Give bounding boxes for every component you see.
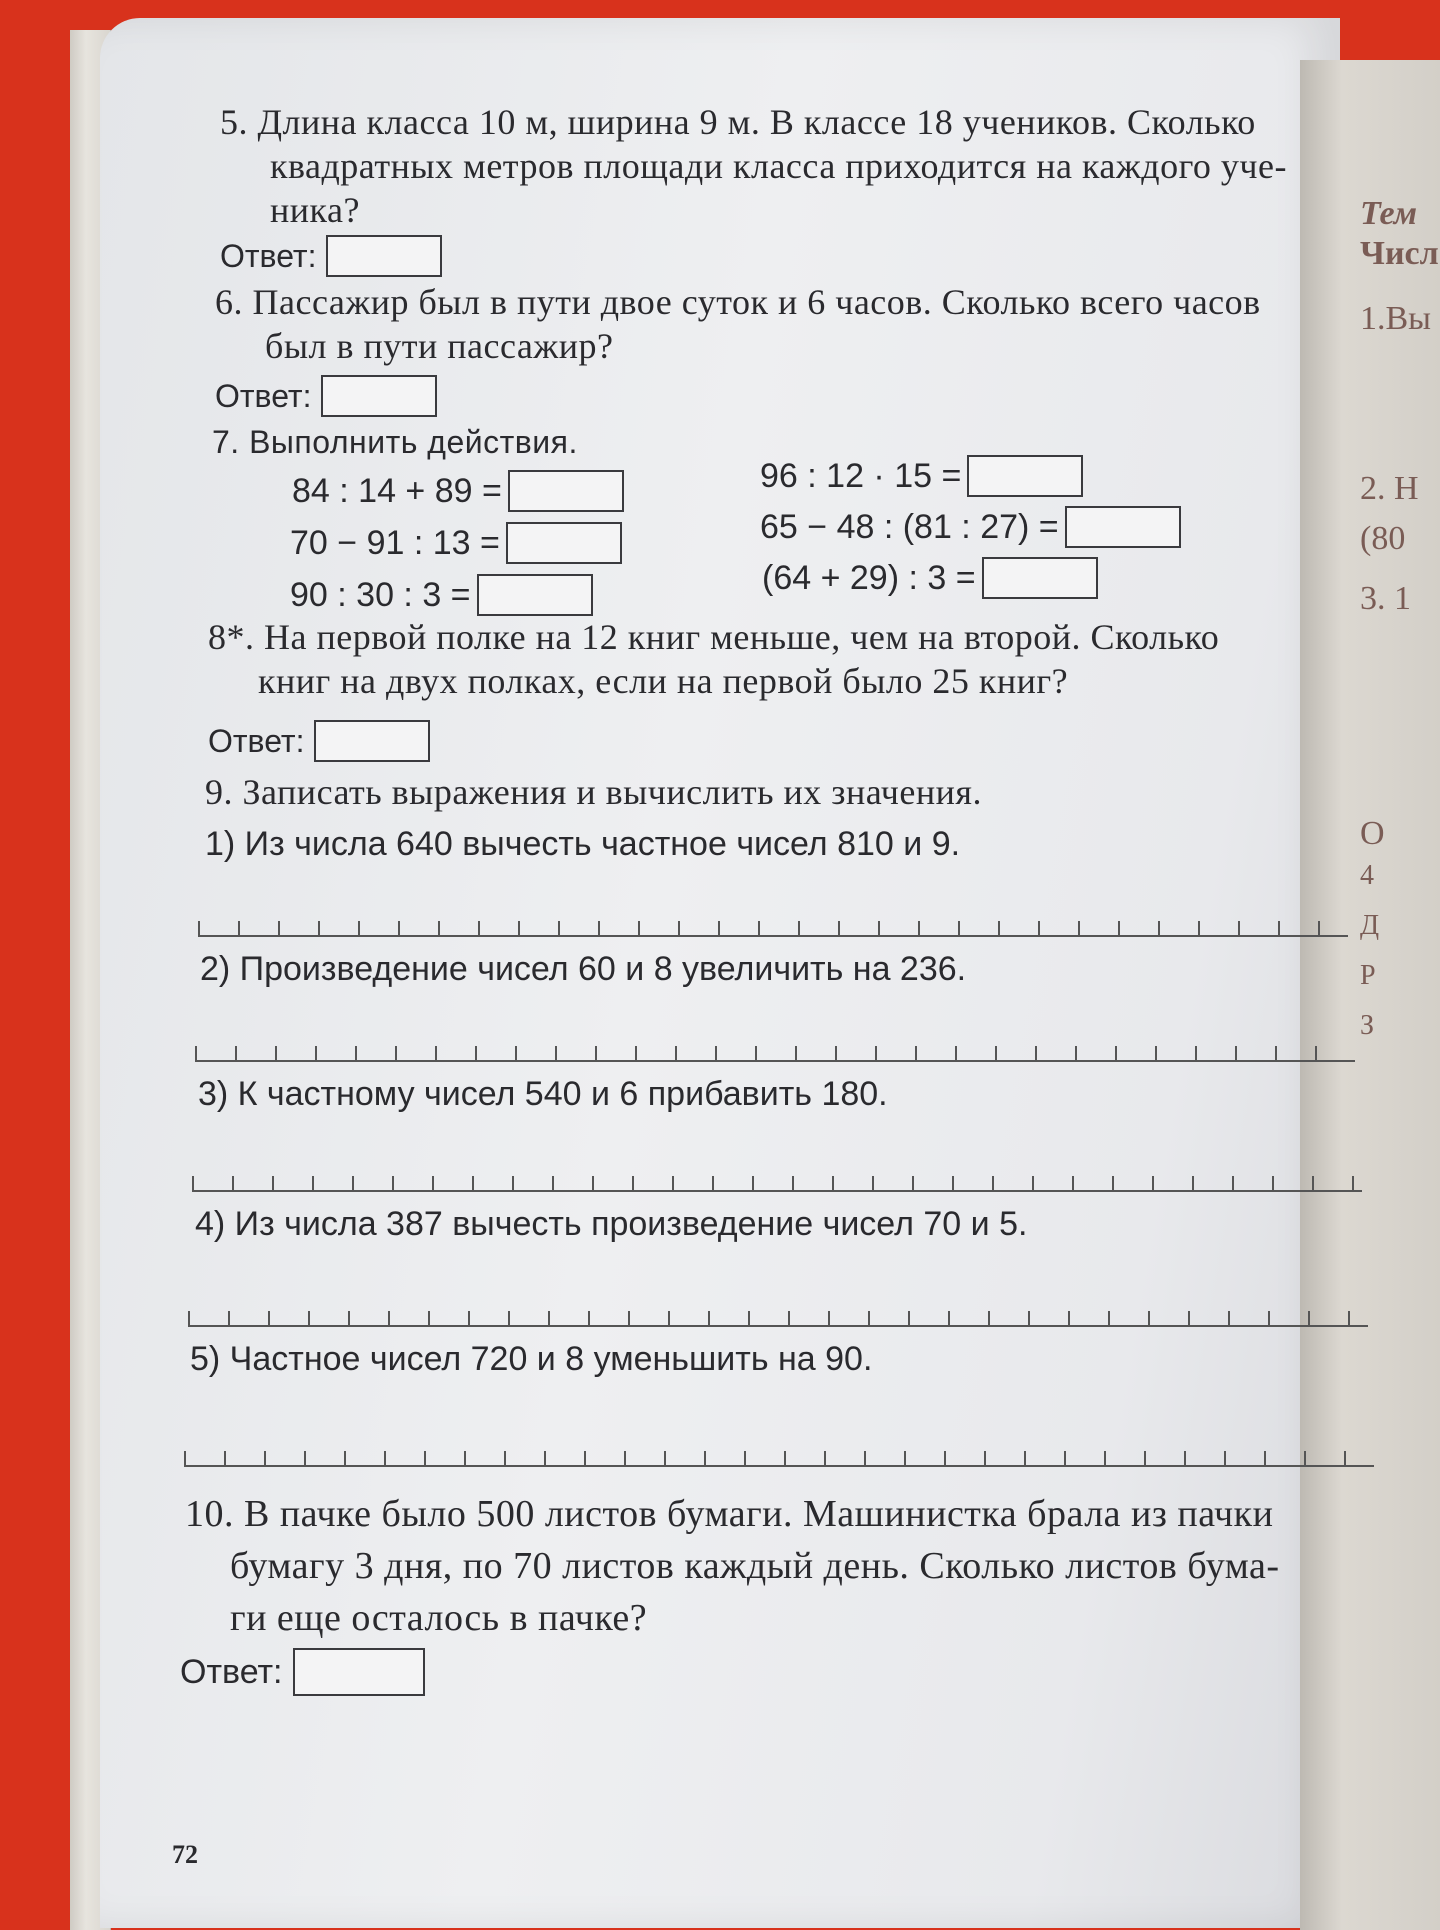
answer-box[interactable] — [314, 720, 430, 762]
task-8-line: книг на двух полках, если на первой было 25 книг? — [258, 661, 1069, 701]
task-10 — [185, 1488, 1280, 1644]
answer-box[interactable] — [508, 470, 624, 512]
task-5-line: квадратных метров площади класса приходится на каждого уче- — [270, 146, 1288, 186]
task-6-answer — [215, 375, 437, 417]
task-8-answer — [208, 720, 430, 762]
next-page-edge — [1300, 60, 1440, 1930]
task-6-line: 6. Пассажир был в пути двое суток и 6 часов. Сколько всего часов — [215, 282, 1261, 322]
next-page-text: Числ — [1360, 235, 1439, 272]
task-8 — [208, 615, 1219, 703]
task-5 — [220, 100, 1287, 232]
answer-box[interactable] — [982, 557, 1098, 599]
expression-row — [290, 574, 593, 616]
expression-row — [760, 455, 1083, 497]
next-page-text: Тем — [1360, 195, 1418, 232]
task-9-title: 9. Записать выражения и вычислить их значения. — [205, 772, 982, 812]
next-page-text: О — [1360, 815, 1385, 852]
answer-box[interactable] — [321, 375, 437, 417]
expression: 90 : 30 : 3 = — [290, 575, 471, 614]
task-9-item: 5) Частное чисел 720 и 8 уменьшить на 90. — [190, 1340, 873, 1378]
next-page-text: Р — [1360, 960, 1376, 991]
task-10-line: ги еще осталось в пачке? — [230, 1597, 648, 1639]
page-number: 72 — [172, 1840, 198, 1869]
next-page-text: З — [1360, 1010, 1375, 1041]
answer-box[interactable] — [967, 455, 1083, 497]
expression: 65 − 48 : (81 : 27) = — [760, 507, 1059, 546]
task-10-line: 10. В пачке было 500 листов бумаги. Машинистка брала из пачки — [185, 1493, 1274, 1535]
task-5-answer — [220, 235, 442, 277]
expression: 84 : 14 + 89 = — [292, 471, 502, 510]
task-10-answer — [180, 1648, 425, 1696]
task-9-item: 4) Из числа 387 вычесть произведение чисел 70 и 5. — [195, 1205, 1028, 1243]
answer-label: Ответ: — [208, 722, 305, 759]
expression-row — [762, 557, 1098, 599]
answer-grid[interactable] — [184, 1425, 1374, 1467]
expression: 96 : 12 · 15 = — [760, 456, 962, 495]
answer-grid[interactable] — [188, 1285, 1368, 1327]
expression-row — [290, 522, 622, 564]
task-9-item: 2) Произведение чисел 60 и 8 увеличить на 236. — [200, 950, 967, 988]
answer-grid[interactable] — [198, 895, 1348, 937]
expression: 70 − 91 : 13 = — [290, 523, 500, 562]
task-6 — [215, 280, 1261, 368]
answer-label: Ответ: — [215, 377, 312, 414]
answer-grid[interactable] — [192, 1150, 1362, 1192]
next-page-text: Д — [1360, 910, 1380, 941]
expression-row — [760, 506, 1181, 548]
answer-grid[interactable] — [195, 1020, 1355, 1062]
answer-label: Ответ: — [180, 1652, 283, 1691]
answer-box[interactable] — [477, 574, 593, 616]
answer-box[interactable] — [293, 1648, 425, 1696]
expression-row — [292, 470, 624, 512]
answer-box[interactable] — [326, 235, 442, 277]
next-page-text: 1.Вы — [1360, 300, 1432, 337]
next-page-text: 2. Н — [1360, 470, 1419, 507]
answer-label: Ответ: — [220, 237, 317, 274]
answer-box[interactable] — [506, 522, 622, 564]
next-page-text: 4 — [1360, 860, 1374, 891]
task-6-line: был в пути пассажир? — [265, 326, 614, 366]
answer-box[interactable] — [1065, 506, 1181, 548]
next-page-text: (80 — [1360, 520, 1406, 557]
next-page-text: 3. 1 — [1360, 580, 1411, 617]
task-8-line: 8*. На первой полке на 12 книг меньше, чем на второй. Сколько — [208, 617, 1220, 657]
task-10-line: бумагу 3 дня, по 70 листов каждый день. Сколько листов бума- — [230, 1545, 1280, 1587]
task-9-item: 3) К частному чисел 540 и 6 прибавить 180. — [198, 1075, 888, 1113]
expression: (64 + 29) : 3 = — [762, 558, 976, 597]
task-7-title: 7. Выполнить действия. — [212, 424, 578, 460]
task-5-line: ника? — [270, 190, 360, 230]
task-5-line: 5. Длина класса 10 м, ширина 9 м. В классе 18 учеников. Сколько — [220, 102, 1256, 142]
task-9-item: 1) Из числа 640 вычесть частное чисел 810 и 9. — [205, 825, 961, 863]
